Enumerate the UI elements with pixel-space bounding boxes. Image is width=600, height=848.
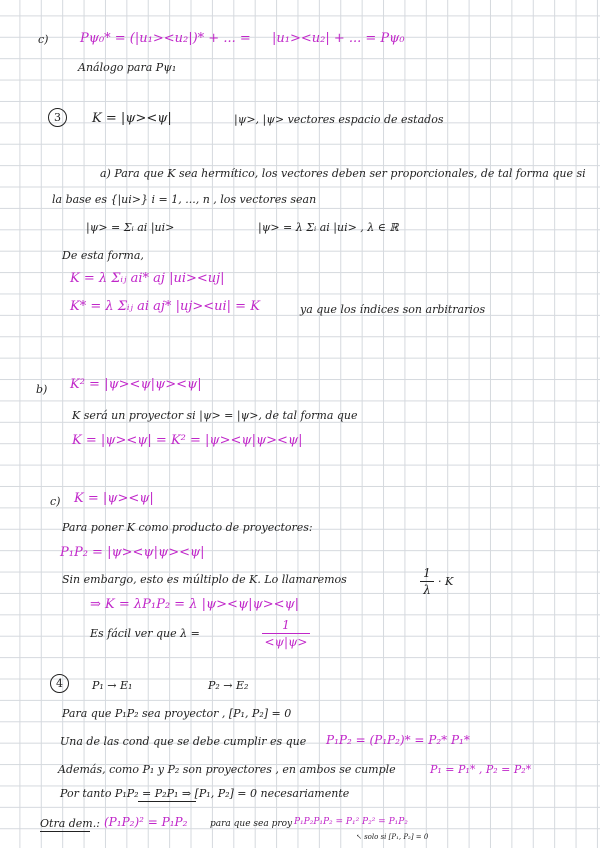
b-label: b) [36,383,48,396]
fraction-tail: · K [438,575,454,588]
otra-dem-label: Otra dem.: [40,817,100,830]
section-3-number: 3 [48,108,67,127]
a-eq2: |ψ> = λ Σᵢ ai |ui> , λ ∈ ℝ [258,221,399,234]
c1-equation: Pψ₀* = (|u₁><u₂|)* + ... = [80,31,251,46]
fraction-numerator: 1 [423,566,431,580]
otra-equation: (P₁P₂)² = P₁P₂ [104,815,188,829]
fraction-one-over-lambda [420,566,434,597]
s4-text-1: Para que P₁P₂ sea proyector , [P₁, P₂] = 0 [62,707,292,720]
arrow-equation: ⇒ K = λP₁P₂ = λ |ψ><ψ|ψ><ψ| [90,597,300,612]
c2-equation-2: P₁P₂ = |ψ><ψ|ψ><ψ| [60,545,205,560]
otra-text: para que sea proy [210,819,293,829]
otra-note: ↖ solo si [P₁, P₂] = 0 [356,833,429,841]
c2-equation: K = |ψ><ψ| [74,491,154,506]
fraction-lambda-denominator: <ψ|ψ> [264,635,308,649]
fraction-lambda-bar [262,633,310,634]
c1-label: c) [38,33,49,46]
ya-que-text: ya que los índices son arbitrarios [300,303,486,316]
s4-text-3: Además, como P₁ y P₂ son proyectores , en ambos se cumple [58,763,396,776]
de-esta-forma: De esta forma, [62,249,144,262]
k-sum: K = λ Σᵢⱼ ai* aj |ui><uj| [70,271,225,286]
s4-p2: P₂ → E₂ [208,679,249,692]
a-eq1: |ψ> = Σᵢ ai |ui> [86,221,175,234]
c1-equation-2: |u₁><u₂| + ... = Pψ₀ [272,31,405,46]
c2-text: Para poner K como producto de proyectores: [62,521,313,534]
section-4-number: 4 [50,674,69,693]
fraction-bar [420,581,434,582]
otra-dem-underline [40,831,90,832]
s4-equation-2: P₁ = P₁* , P₂ = P₂* [430,763,532,776]
fraction-lambda [262,618,310,649]
c2-label: c) [50,495,61,508]
s4-p1: P₁ → E₁ [92,679,133,692]
k-vectors-text: |ψ>, |ψ> vectores espacio de estados [234,113,444,126]
a-text-line1: a) Para que K sea hermítico, los vectores deben ser proporcionales, de tal forma que si [100,167,586,180]
b-equation: K² = |ψ><ψ|ψ><ψ| [70,377,202,392]
a-text-line2: la base es {|ui>} i = 1, ..., n , los vectores sean [52,193,317,206]
otra-equation-2: P₁P₂P₁P₂ = P₁² P₂² = P₁P₂ [294,817,408,827]
b-equation-2: K = |ψ><ψ| = K² = |ψ><ψ|ψ><ψ| [72,433,303,448]
fraction-lambda-numerator: 1 [282,618,290,632]
s4-underline [138,801,196,802]
es-facil-text: Es fácil ver que λ = [90,627,200,640]
analog-text: Análogo para Pψ₁ [78,61,177,74]
s4-text-4: Por tanto P₁P₂ = P₂P₁ ⇒ [P₁, P₂] = 0 necesariamente [60,787,350,800]
sin-embargo-text: Sin embargo, esto es múltiplo de K. Lo llamaremos [62,573,347,586]
s4-text-2: Una de las cond que se debe cumplir es que [60,735,307,748]
b-text: K será un proyector si |ψ> = |ψ>, de tal forma que [72,409,358,422]
k-definition: K = |ψ><ψ| [92,111,172,126]
s4-equation-1: P₁P₂ = (P₁P₂)* = P₂* P₁* [326,733,470,747]
kstar-sum: K* = λ Σᵢⱼ ai aj* |uj><ui| = K [70,299,260,314]
fraction-denominator: λ [423,583,431,597]
